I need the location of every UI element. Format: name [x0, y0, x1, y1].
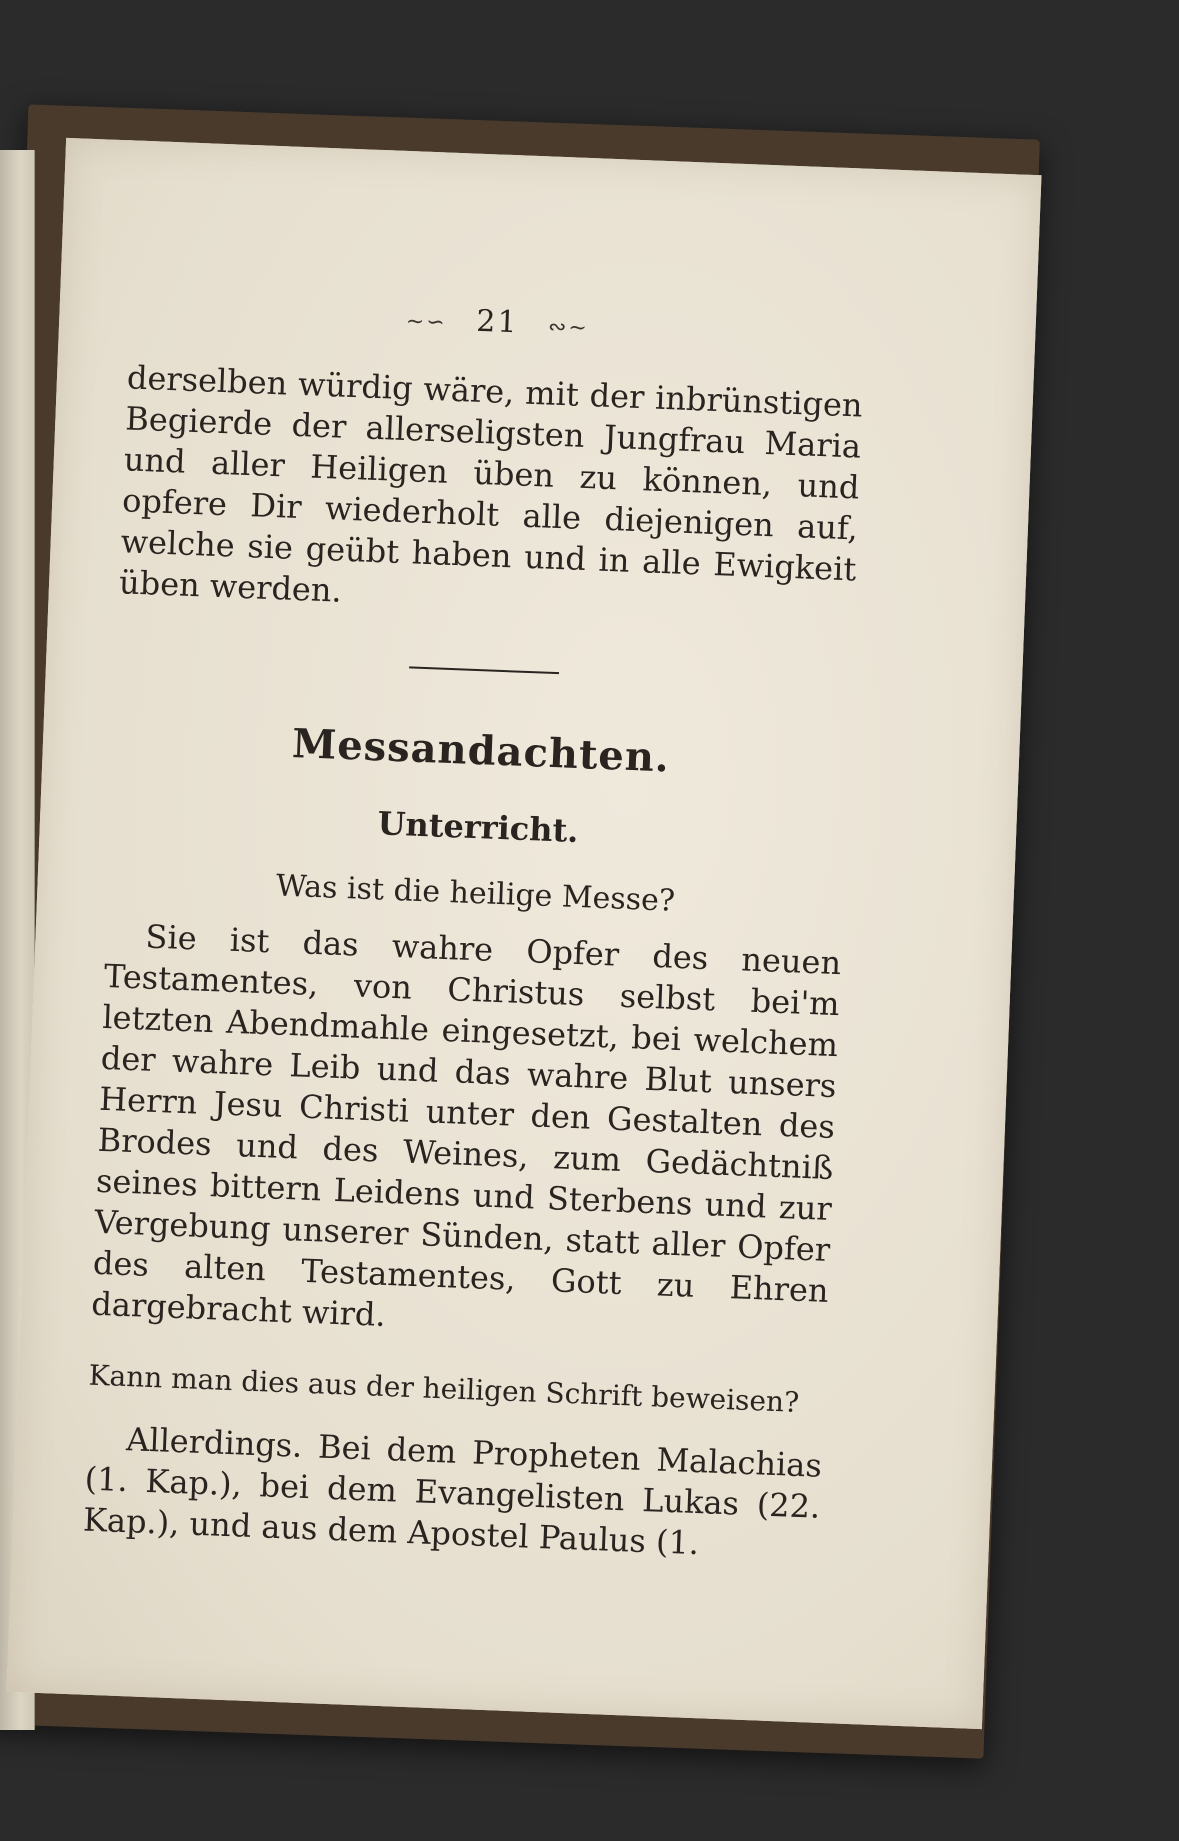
page-number: 21 — [475, 303, 520, 341]
question-1: Was ist die heilige Messe? — [275, 868, 676, 919]
section-divider — [409, 666, 559, 674]
answer-1: Sie ist das wahre Opfer des neuen Testamentes, von Christus selbst bei'm letzten Abendmahle eingesetzt, bei welchem der wahre Leib und das wahre Blut unsers Herrn Jesu Christi unter den Gestalten des Brodes und des Weines, zum Gedächtniß seines bittern Leidens und Sterbens und zur Vergebung unserer Sünden, statt aller Opfer des alten Testamentes, Gott zu Ehren dargebracht wird. — [90, 917, 842, 1334]
paragraph-continuation: derselben würdig wäre, mit der inbrünstigen Begierde der allerseligsten Jungfrau Maria und aller Heiligen üben zu können, und opfere Dir wiederholt alle diejenigen auf, welche sie geübt haben und in alle Ewigkeit üben werden. — [118, 358, 864, 610]
section-title: Messandachten. — [291, 719, 671, 782]
book-page — [7, 138, 1042, 1729]
page-content — [82, 290, 865, 1568]
page-header — [129, 290, 866, 353]
sub-title: Unterricht. — [376, 804, 580, 850]
answer-2: Allerdings. Bei dem Propheten Malachias (1. Kap.), bei dem Evangelisten Lukas (22. Kap.), und aus dem Apostel Paulus (1. — [82, 1420, 823, 1563]
ornament-right-icon: ∾~ — [547, 314, 590, 342]
question-2: Kann man dies aus der heiligen Schrift beweisen? — [88, 1358, 800, 1419]
ornament-left-icon: ~∽ — [405, 309, 448, 336]
